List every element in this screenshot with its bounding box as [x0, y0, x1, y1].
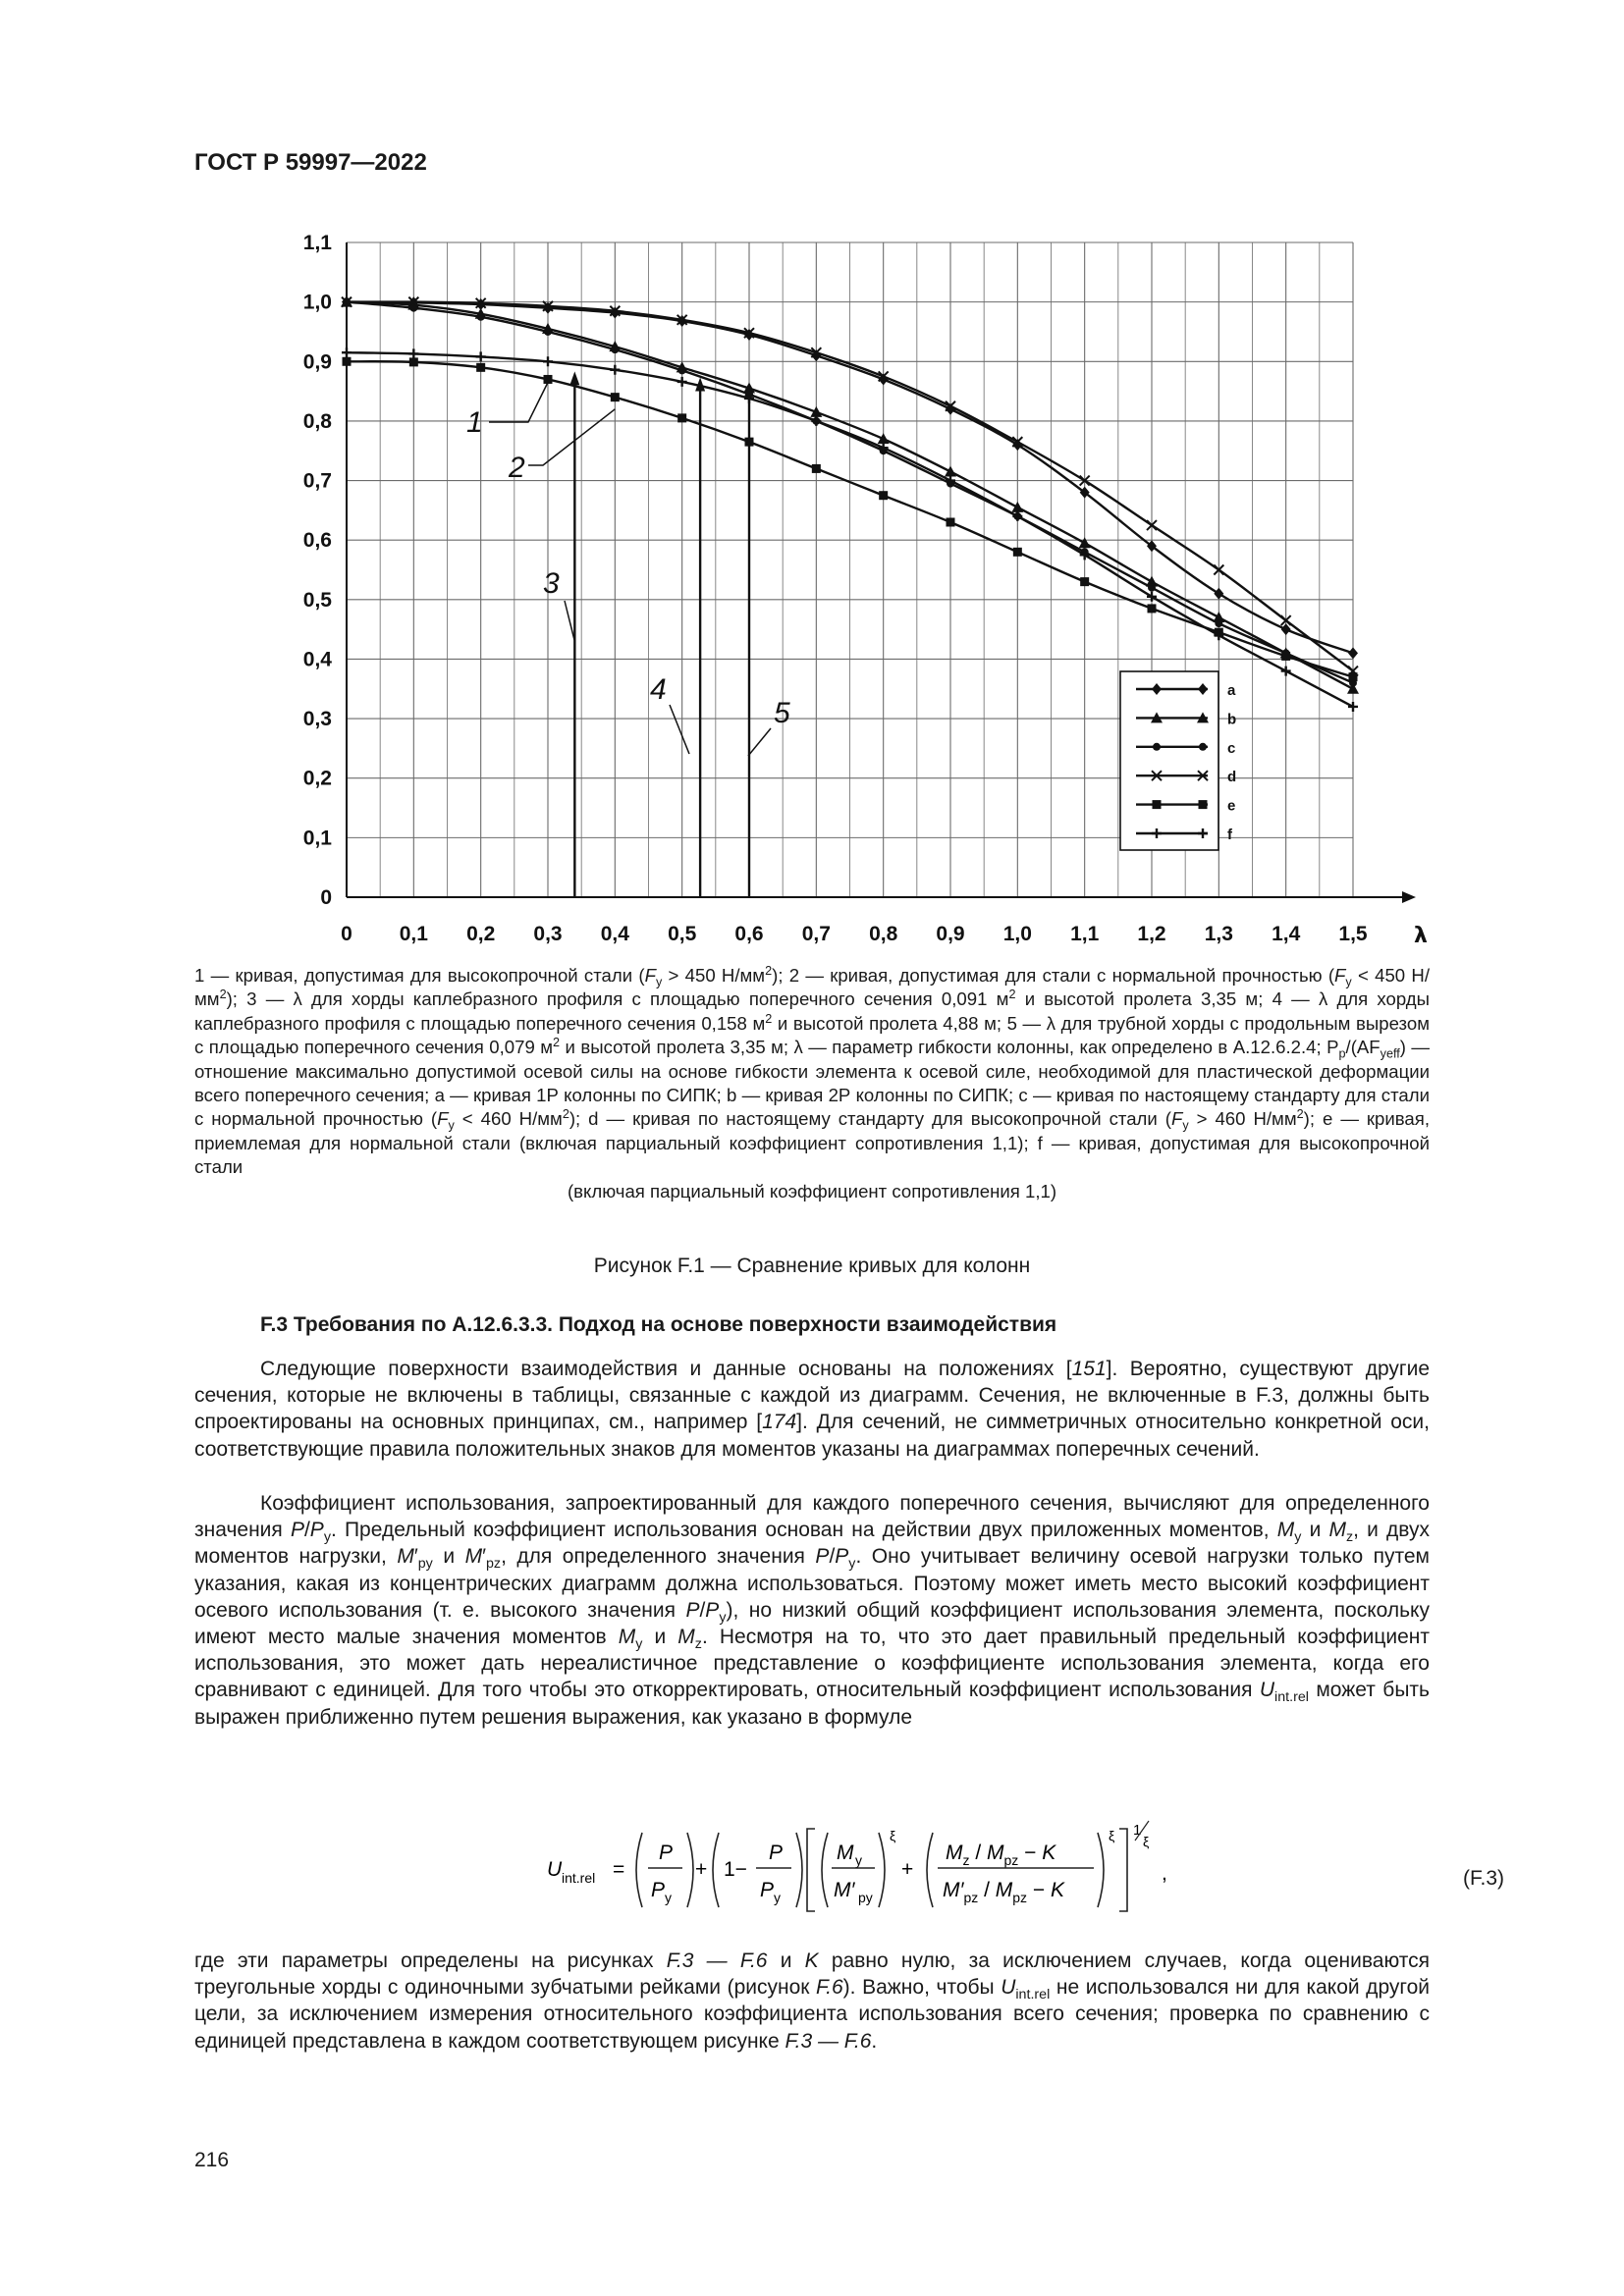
svg-text:P: P	[760, 1879, 775, 1901]
data-point-f	[1281, 667, 1291, 676]
svg-text:M: M	[837, 1842, 854, 1864]
svg-text:+: +	[695, 1858, 708, 1881]
data-point-c	[678, 366, 686, 374]
annotation-label-4: 4	[650, 673, 667, 706]
annotation-label-5: 5	[774, 697, 790, 729]
x-tick-label: 0,9	[936, 923, 965, 945]
svg-text:y: y	[855, 1852, 862, 1868]
data-point-e	[476, 363, 485, 372]
data-point-e	[677, 413, 686, 422]
x-tick-label: 1,2	[1137, 923, 1166, 945]
svg-text:y: y	[774, 1890, 781, 1905]
section-title: F.3 Требования по А.12.6.3.3. Подход на основе поверхности взаимодействия	[260, 1313, 1057, 1336]
annotation-leader-5	[748, 728, 771, 756]
x-tick-label: 1,0	[1002, 923, 1032, 945]
arrowhead-icon	[569, 371, 579, 385]
annotation-leader-4	[670, 705, 689, 754]
svg-text:ξ: ξ	[1143, 1834, 1150, 1849]
y-tick-label: 1,0	[302, 291, 332, 314]
x-tick-label: 0,1	[399, 923, 428, 945]
legend-box	[1120, 671, 1218, 850]
y-tick-label: 0	[320, 886, 332, 909]
data-point-e	[1013, 548, 1022, 557]
svg-text:Mz / Mpz − K: $M_z / M_{pz} - K$	[946, 1842, 1056, 1868]
svg-text:y: y	[665, 1890, 672, 1905]
formula-lhs: U	[547, 1858, 563, 1881]
svg-text:P: P	[659, 1842, 674, 1864]
legend-marker-c	[1153, 743, 1161, 751]
data-point-f	[408, 348, 418, 358]
data-point-e	[947, 517, 955, 526]
x-tick-label: 0	[341, 923, 352, 945]
paragraph-2: Коэффициент использования, запроектированный для каждого поперечного сечения, вычисляют для определенного значения $P/P_y$. Предельный коэффициент использования основан на действии двух приложенных моментов, $M_y$ и $M_z$, и двух моментов нагрузки, $M'_{py}$ и $M'_{pz}$, для определенного значения $P/P_y$. Оно учитывает величину осевой нагрузки только путем указания, какая из концентрических диаграмм должна использоваться. Поэтому может иметь место высокий коэффициент осевого использования (т. е. высокого значения $P/P_y$), но низкий общий коэффициент использования элемента, поскольку имеют место малые значения моментов $M_y$ и $M_z$. Несмотря на то, что это дает правильный предельный коэффициент использования, это может дать нереалистичное представление о коэффициенте использования элемента, когда его сравнивают с единицей. Для того чтобы это откорректировать, относительный коэффициент использования $U_{int.rel}$ может быть выражен приближенно путем решения выражения, как указано в формуле	[194, 1492, 1431, 1729]
data-point-b	[878, 433, 890, 444]
x-tick-label: 1,4	[1272, 923, 1301, 945]
x-tick-label: 0,8	[869, 923, 898, 945]
legend-label-b: b	[1227, 711, 1237, 728]
x-tick-label: 1,1	[1070, 923, 1100, 945]
x-axis-label: λ	[1414, 924, 1428, 948]
data-point-e	[343, 357, 352, 366]
svg-text:ξ: ξ	[1109, 1828, 1115, 1843]
data-point-f	[342, 347, 352, 357]
y-tick-label: 0,7	[302, 469, 332, 493]
legend-label-c: c	[1227, 739, 1236, 757]
x-tick-label: 1,5	[1338, 923, 1368, 945]
formula-number: (F.3)	[1463, 1867, 1504, 1890]
data-point-c	[1215, 619, 1222, 627]
data-point-e	[879, 491, 888, 500]
data-point-f	[1348, 702, 1358, 712]
annotation-leader-2	[528, 409, 615, 465]
x-tick-label: 0,4	[600, 923, 629, 945]
y-tick-label: 0,4	[302, 648, 332, 671]
data-point-b	[945, 465, 956, 476]
data-point-e	[1080, 577, 1089, 586]
y-tick-label: 0,6	[302, 529, 332, 553]
svg-text:,: ,	[1162, 1862, 1167, 1885]
legend-label-d: d	[1227, 769, 1237, 786]
data-point-f	[677, 377, 687, 387]
data-point-a	[1147, 540, 1157, 552]
svg-text:ξ: ξ	[890, 1828, 896, 1843]
column-curves-chart	[0, 0, 1624, 962]
x-tick-label: 1,3	[1204, 923, 1233, 945]
x-tick-label: 0,3	[533, 923, 563, 945]
data-point-f	[543, 356, 553, 366]
data-point-e	[1349, 672, 1358, 681]
y-tick-label: 0,5	[302, 588, 332, 612]
data-point-e	[1281, 652, 1290, 661]
data-point-f	[610, 365, 620, 375]
legend-label-a: a	[1227, 682, 1236, 699]
x-axis-arrow-icon	[1402, 891, 1416, 903]
y-tick-label: 0,8	[302, 409, 332, 433]
chart-axes	[347, 242, 1416, 903]
chart-legend	[1120, 671, 1236, 850]
y-tick-label: 0,9	[302, 350, 332, 374]
legend-marker-c	[1199, 743, 1207, 751]
svg-text:py: py	[858, 1890, 873, 1905]
data-point-c	[1148, 584, 1156, 592]
data-point-c	[544, 328, 552, 336]
annotation-leader-3	[565, 601, 574, 640]
data-point-e	[409, 357, 418, 366]
legend-label-e: e	[1227, 797, 1236, 815]
legend-label-f: f	[1227, 827, 1232, 843]
data-point-f	[476, 351, 486, 361]
svg-text:1−: 1−	[724, 1858, 747, 1881]
formula-f3	[0, 1811, 1624, 1929]
chart-annotations	[466, 371, 790, 897]
legend-marker-e	[1153, 800, 1162, 809]
data-point-a	[1348, 647, 1358, 659]
data-point-e	[611, 393, 620, 401]
x-tick-label: 0,5	[668, 923, 697, 945]
annotation-label-2: 2	[509, 452, 525, 484]
svg-text:M′pz / Mpz − K: $M'_{pz} / M_{pz} - K$	[943, 1879, 1064, 1905]
annotation-label-1: 1	[466, 406, 483, 439]
data-point-c	[611, 346, 619, 353]
paragraph-3: где эти параметры определены на рисунках F.3 — F.6 и K равно нулю, за исключением случаев, когда оцениваются треугольные хорды с одиночными зубчатыми рейками (рисунок F.6). Важно, чтобы $U_{int.rel}$ не использовался ни для какой другой цели, за исключением измерения относительного коэффициента использования всего сечения; проверка по сравнению с единицей представлена в каждом соответствующем рисунке F.3 — F.6.	[194, 1949, 1430, 2053]
annotation-leader-1	[489, 382, 548, 422]
chart-tick-labels	[303, 232, 1428, 948]
data-point-c	[477, 313, 485, 321]
legend-marker-e	[1199, 800, 1208, 809]
y-tick-label: 0,2	[302, 767, 332, 790]
svg-text:=: =	[613, 1858, 625, 1881]
figure-legend-text: 1 — кривая, допустимая для высокопрочной стали ($F_y > 450$ $Н/мм^2$); 2 — кривая, допустимая для стали с нормальной прочностью ($F_y < 450$ $Н/мм^2$); 3 — λ для хорды каплебразного профиля с площадью поперечного сечения 0,091 $м^2$ и высотой пролета 3,35 м; 4 — λ для хорды каплебразного профиля с площадью поперечного сечения 0,158 $м^2$ и высотой пролета 4,88 м; 5 — λ для трубной хорды с продольным вырезом с площадью поперечного сечения 0,079 $м^2$ и высотой пролета 3,35 м; λ — параметр гибкости колонны, как определено в А.12.6.2.4; $P_p/(AF_{yeff})$ — отношение максимально допустимой осевой силы на основе гибкости элемента к осевой силе, необходимой для пластической деформации всего поперечного сечения; а — кривая 1Р колонны по СИПК; b — кривая 2Р колонны по СИПК; с — кривая по настоящему стандарту для стали с нормальной прочностью ($F_y < 460$ $Н/мм^2$); d — кривая по настоящему стандарту для высокопрочной стали ($F_y > 460$ $Н/мм^2$); е — кривая, приемлемая для нормальной стали (включая парциальный коэффициент сопротивления 1,1); f — кривая, допустимая для высокопрочной стали (включая парциальный коэффициент сопротивления 1,1)	[194, 963, 1431, 1201]
data-point-e	[812, 464, 821, 473]
paragraph-1: Следующие поверхности взаимодействия и данные основаны на положениях [151]. Вероятно, существуют другие сечения, которые не включены в таблицы, связанные с каждой из диаграмм. Сечения, не включенные в F.3, должны быть спроектированы на основных принципах, см., например [174]. Для сечений, не симметричных относительно конкретной оси, соответствующие правила положительных знаков для моментов указаны на диаграммах поперечных сечений.	[194, 1358, 1430, 1461]
y-tick-label: 1,1	[302, 232, 332, 254]
x-tick-label: 0,7	[801, 923, 831, 945]
data-point-e	[1148, 604, 1157, 613]
annotation-label-3: 3	[543, 567, 560, 600]
page-number: 216	[194, 2149, 230, 2171]
data-point-f	[811, 416, 821, 426]
x-tick-label: 0,6	[734, 923, 764, 945]
svg-text:P: P	[769, 1842, 784, 1864]
svg-text:+: +	[901, 1858, 914, 1881]
y-tick-label: 0,1	[302, 827, 332, 850]
data-point-a	[1080, 487, 1090, 499]
y-tick-label: 0,3	[302, 708, 332, 731]
figure-caption: Рисунок F.1 — Сравнение кривых для колонн	[593, 1255, 1031, 1277]
svg-text:1: 1	[1133, 1822, 1142, 1839]
formula-lhs-sub: int.rel	[562, 1870, 596, 1886]
data-point-b	[1011, 502, 1023, 512]
document-header: ГОСТ Р 59997—2022	[194, 149, 427, 176]
data-point-a	[1214, 588, 1223, 600]
svg-text:P: P	[651, 1879, 666, 1901]
svg-text:M′: M′	[834, 1879, 855, 1901]
x-tick-label: 0,2	[466, 923, 496, 945]
data-point-b	[1079, 537, 1091, 548]
data-point-f	[1012, 511, 1022, 521]
